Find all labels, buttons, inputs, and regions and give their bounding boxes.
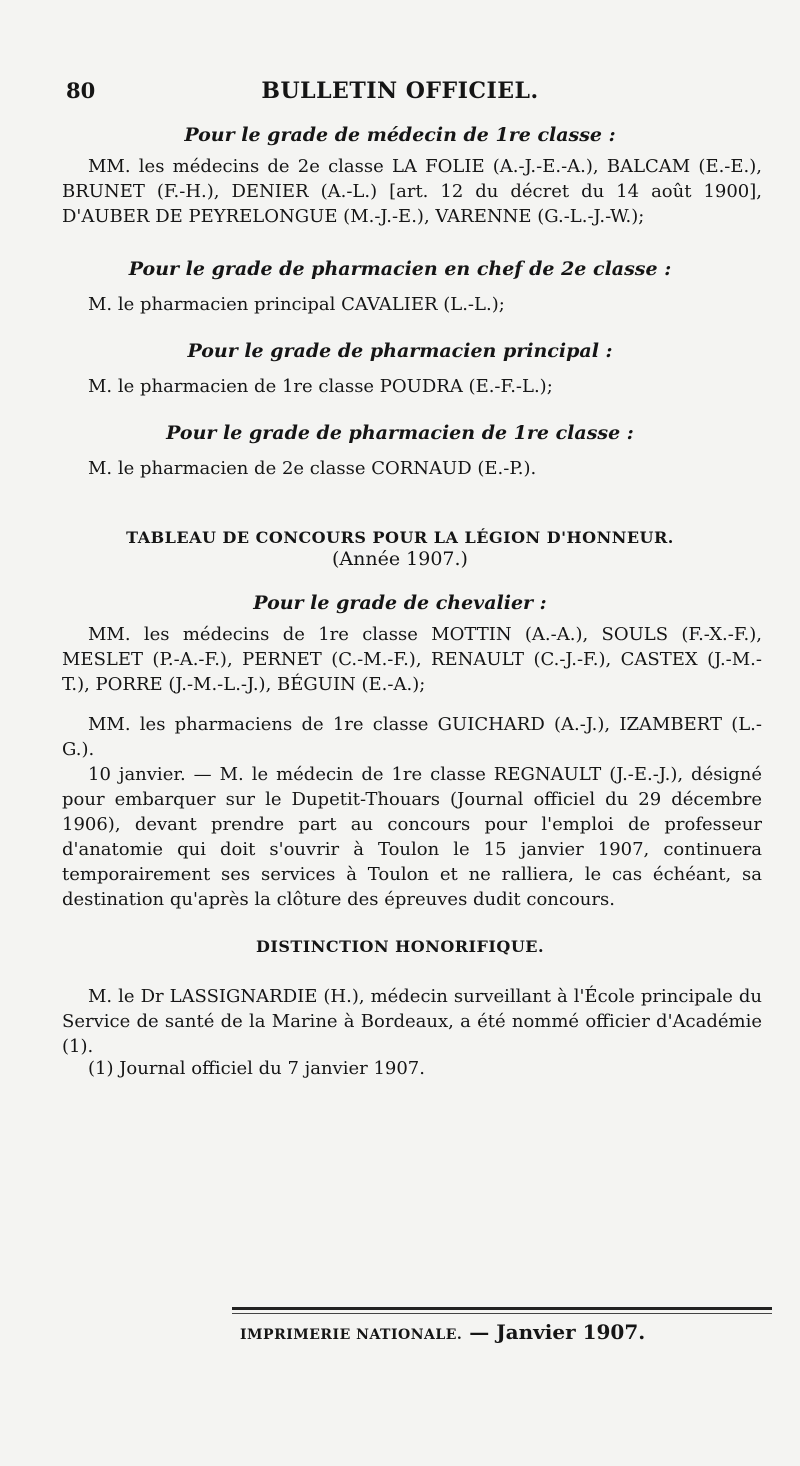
para-medecins-promotion: MM. les médecins de 2e classe LA FOLIE (A.-J.-E.-A.), BALCAM (E.-E.), BRUNET (F.-H.), DENIER (A.-L.) [art. 12 du décret du 14 août 1900], D'AUBER DE PEYRELONGUE (M.-J.-E.), VARENNE (G.-L.-J.-W.); [62, 156, 762, 227]
imprint-date: — Janvier 1907. [469, 1320, 646, 1344]
section-title-distinction: DISTINCTION HONORIFIQUE. [255, 937, 545, 956]
footer-rule-thick [232, 1307, 772, 1310]
footnote: (1) Journal officiel du 7 janvier 1907. [88, 1058, 425, 1079]
para-poudra: M. le pharmacien de 1re classe POUDRA (E.-F.-L.); [88, 376, 553, 397]
para-medecins-chevalier: MM. les médecins de 1re classe MOTTIN (A.-A.), SOULS (F.-X.-F.), MESLET (P.-A.-F.), PERNET (C.-M.-F.), RENAULT (C.-J.-F.), CASTEX (J.-M.-T.), PORRE (J.-M.-L.-J.), BÉGUIN (E.-A.); [62, 624, 762, 695]
heading-pharmacien-1re-classe: Pour le grade de pharmacien de 1re classe : [166, 422, 634, 444]
para-lassignardie: M. le Dr LASSIGNARDIE (H.), médecin surveillant à l'École principale du Service de santé de la Marine à Bordeaux, a été nommé officier d'Académie (1). [62, 986, 762, 1057]
para-pharmaciens-chevalier: MM. les pharmaciens de 1re classe GUICHARD (A.-J.), IZAMBERT (L.-G.). [62, 714, 762, 760]
imprint-label: IMPRIMERIE NATIONALE. [240, 1327, 463, 1343]
heading-chevalier: Pour le grade de chevalier : [253, 592, 547, 614]
heading-medecin-1re-classe: Pour le grade de médecin de 1re classe : [184, 124, 616, 146]
imprint-line [240, 1320, 645, 1344]
para-cavalier: M. le pharmacien principal CAVALIER (L.-L.); [88, 294, 505, 315]
heading-pharmacien-chef-2e-classe: Pour le grade de pharmacien en chef de 2e classe : [128, 258, 672, 280]
section-title-legion-honneur: TABLEAU DE CONCOURS POUR LA LÉGION D'HONNEUR. [126, 528, 674, 547]
page-title: BULLETIN OFFICIEL. [261, 78, 539, 104]
heading-pharmacien-principal: Pour le grade de pharmacien principal : [187, 340, 613, 362]
para-regnault: 10 janvier. — M. le médecin de 1re classe REGNAULT (J.-E.-J.), désigné pour embarquer sur le Dupetit-Thouars (Journal officiel du 29 décembre 1906), devant prendre part au concours pour l'emploi de professeur d'anatomie qui doit s'ouvrir à Toulon le 15 janvier 1907, continuera temporairement ses services à Toulon et ne ralliera, le cas échéant, sa destination qu'après la clôture des épreuves dudit concours. [62, 764, 762, 910]
para-cornaud: M. le pharmacien de 2e classe CORNAUD (E.-P.). [88, 458, 537, 479]
year-subtitle: (Année 1907.) [332, 548, 468, 570]
page-number: 80 [66, 78, 96, 103]
footer-rule-thin [232, 1313, 772, 1314]
